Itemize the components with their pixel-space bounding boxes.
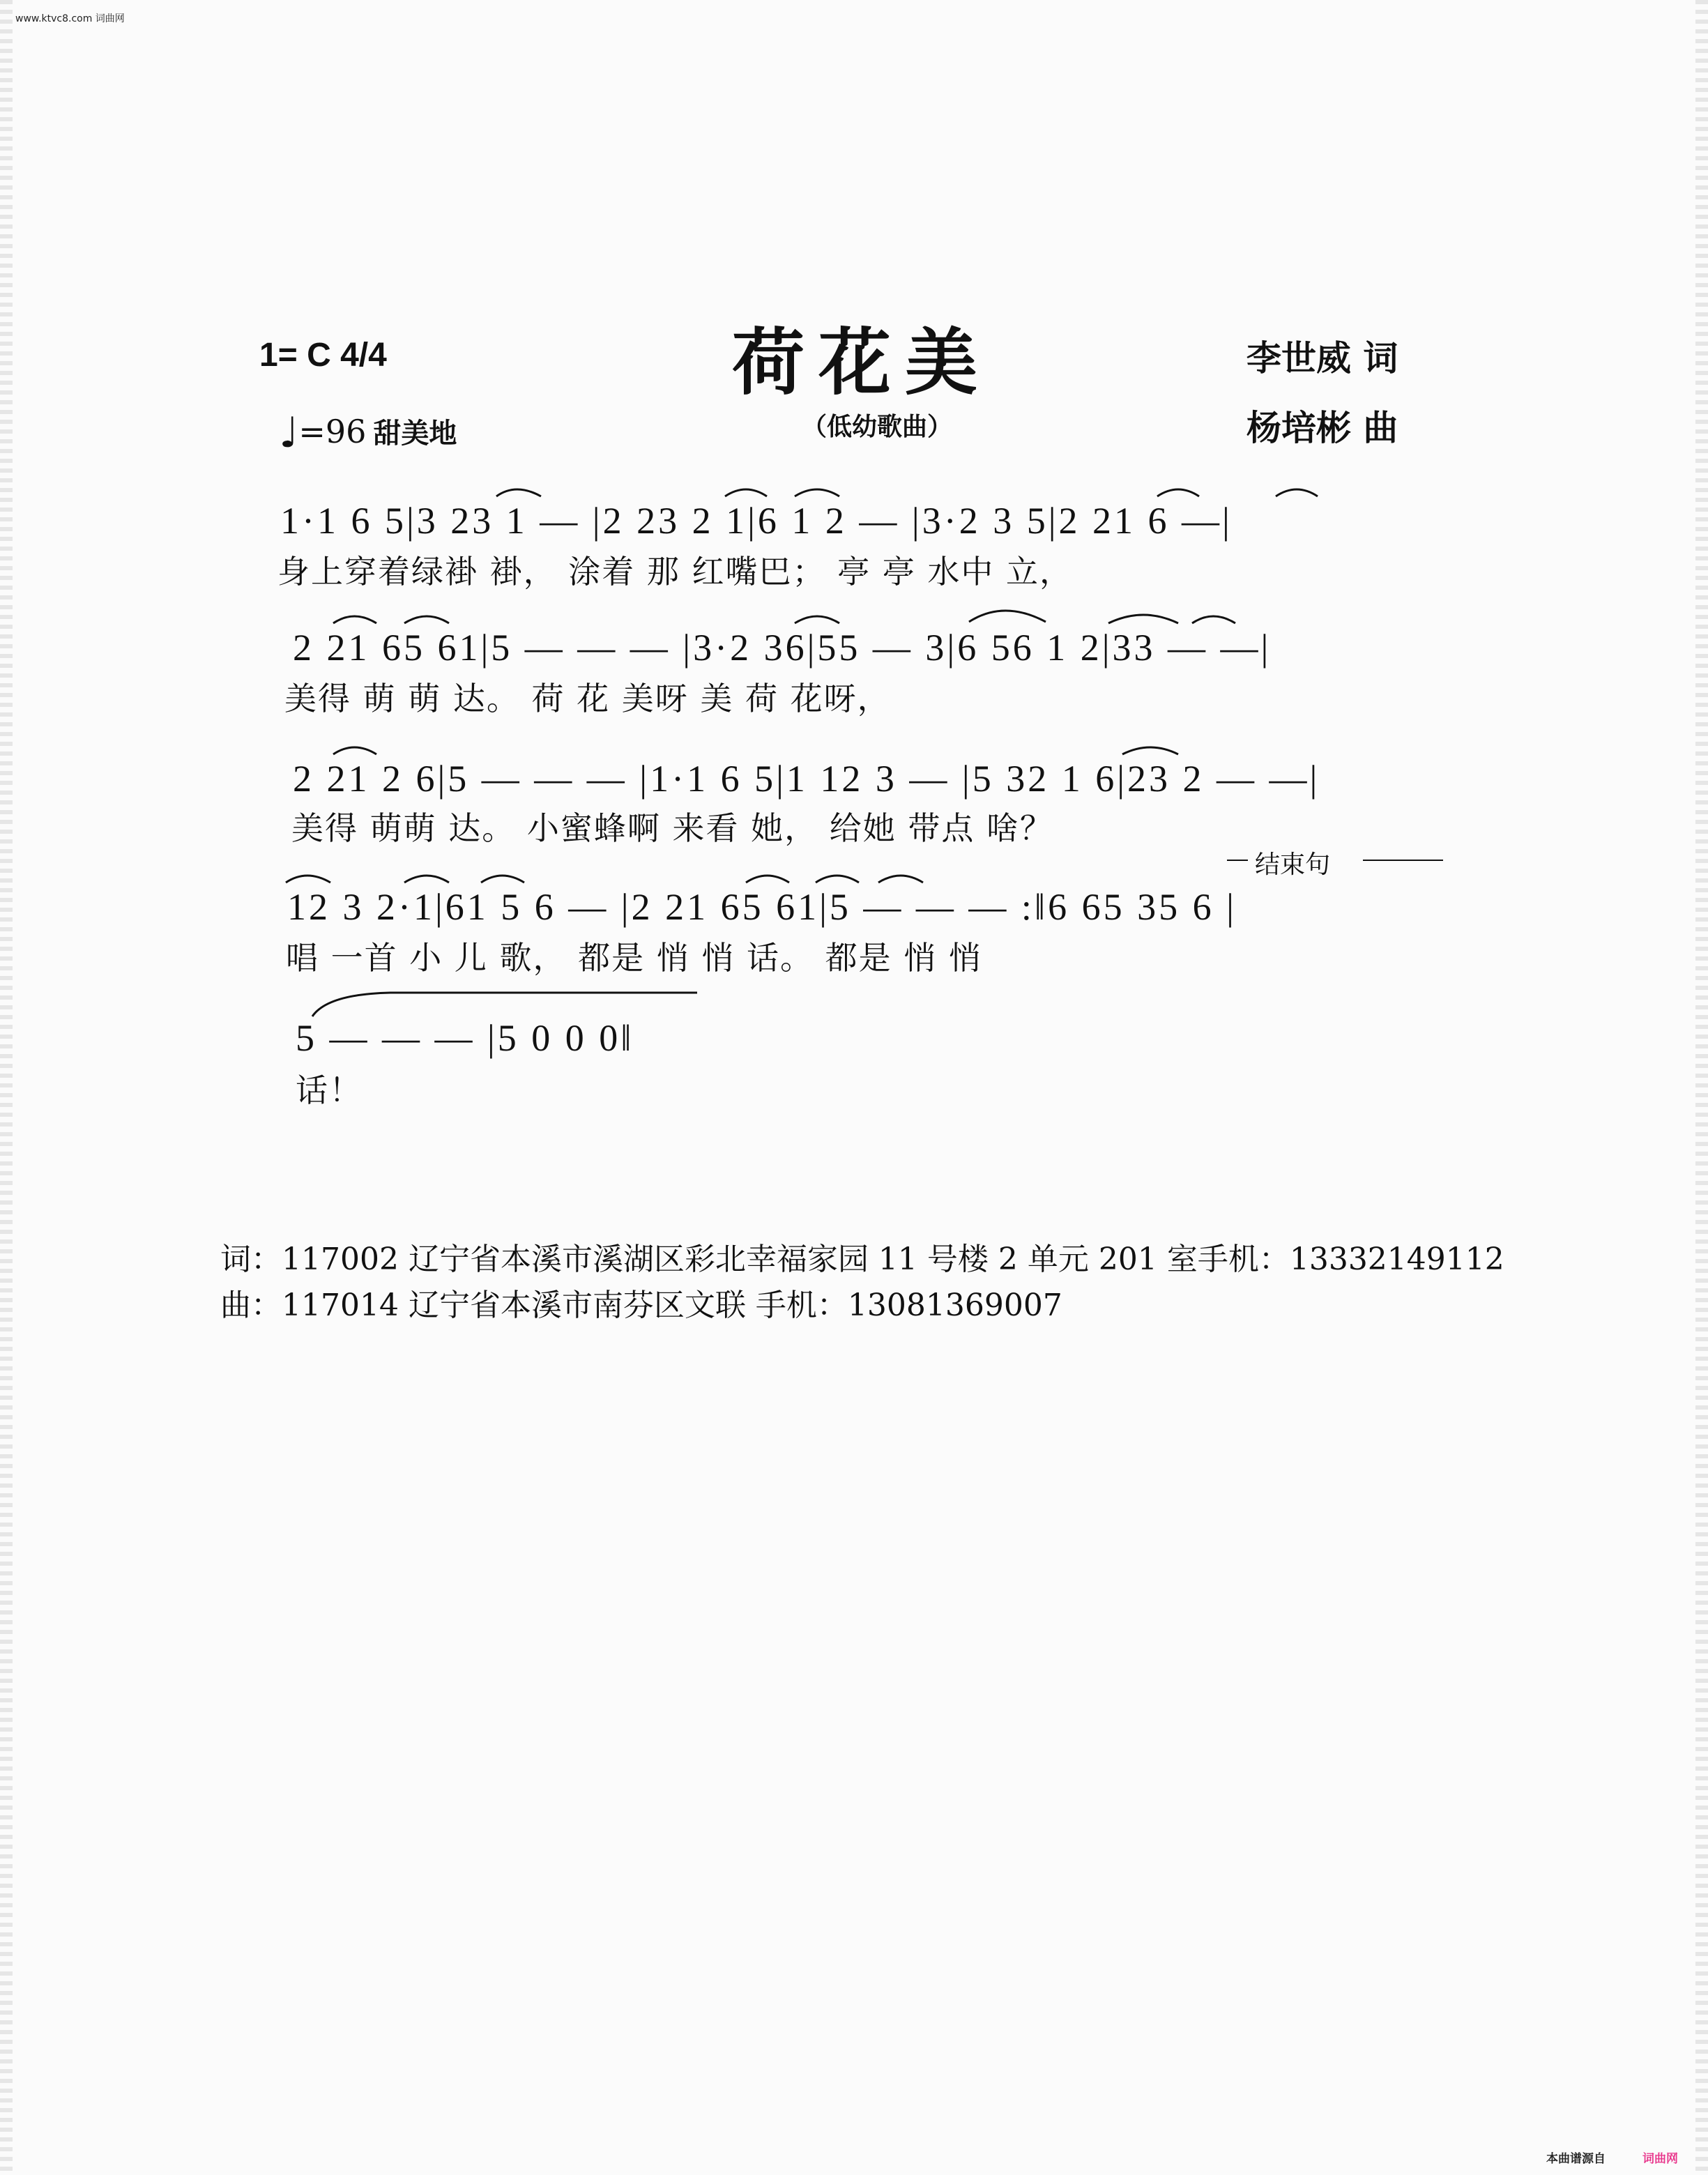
tempo-value: =96 (298, 413, 367, 450)
tie-mark (312, 993, 697, 1016)
slur-mark (333, 616, 376, 623)
score-row-1-lyrics: 身上穿着绿褂 褂， 涂着 那 红嘴巴； 亭 亭 水中 立， (277, 553, 1073, 590)
score-row-4-lyrics: 唱 一首 小 儿 歌， 都是 悄 悄 话。 都是 悄 悄 (286, 939, 982, 977)
slur-mark (1122, 747, 1178, 754)
expression-mark: 甜美地 (373, 418, 457, 450)
slur-mark (795, 489, 839, 496)
score-row-4-notes: 12 3 2·1|61 5 6 — |2 21 65 61|5 — — — :‖6 65 35 6 | (287, 886, 1237, 928)
score-row-3-notes: 2 21 2 6|5 — — — |1·1 6 5|1 12 3 — |5 32 1 6|23 2 — —| (293, 758, 1320, 800)
composer-contact: 曲：117014 辽宁省本溪市南芬区文联 手机：13081369007 (220, 1288, 1062, 1323)
slur-mark (746, 876, 789, 883)
composer-credit: 杨培彬 曲 (1246, 408, 1398, 448)
slur-mark (404, 876, 449, 883)
slur-mark (286, 876, 330, 883)
score-row-1-notes: 1·1 6 5|3 23 1 — |2 23 2 1|6 1 2 — |3·2 3 5|2 21 6 —| (280, 500, 1233, 542)
score-row-3-lyrics: 美得 萌萌 达。 小蜜蜂啊 来看 她， 给她 带点 啥？ (291, 809, 1053, 847)
slur-mark (969, 611, 1046, 622)
watermark-label: 本曲谱源自 (1546, 2152, 1606, 2166)
slur-mark (496, 489, 541, 496)
slur-mark (1157, 489, 1199, 496)
score-row-5-notes: 5 — — — |5 0 0 0‖ (296, 1017, 634, 1059)
slur-mark (878, 876, 923, 883)
score-row-2-lyrics: 美得 萌 萌 达。 荷 花 美呀 美 荷 花呀， (284, 680, 891, 717)
lyricist-contact: 词：117002 辽宁省本溪市溪湖区彩北幸福家园 11 号楼 2 单元 201 室手机：13332149112 (220, 1242, 1504, 1277)
slur-mark (481, 876, 524, 883)
watermark-brand: 词曲网 (1642, 2152, 1678, 2166)
lyricist-credit: 李世威 词 (1246, 338, 1398, 379)
slur-mark (725, 489, 767, 496)
ending-label: 结束句 (1255, 850, 1331, 879)
slur-mark (795, 616, 839, 623)
score-row-5-lyrics: 话！ (296, 1071, 363, 1109)
quarter-note-icon: ♩ (279, 409, 299, 457)
site-header: www.ktvc8.com 词曲网 (15, 13, 125, 24)
slur-mark (333, 747, 376, 754)
song-title: 荷花美 (732, 319, 992, 405)
slur-mark (1192, 616, 1235, 623)
slur-mark (1276, 489, 1318, 496)
slur-mark (816, 876, 859, 883)
song-subtitle: （低幼歌曲） (802, 413, 953, 441)
score-row-2-notes: 2 21 65 61|5 — — — |3·2 36|55 — 3|6 56 1 2|33 — —| (293, 627, 1272, 669)
key-signature: 1= C 4/4 (259, 337, 387, 374)
slur-mark (404, 616, 449, 623)
slur-mark (1108, 615, 1178, 623)
